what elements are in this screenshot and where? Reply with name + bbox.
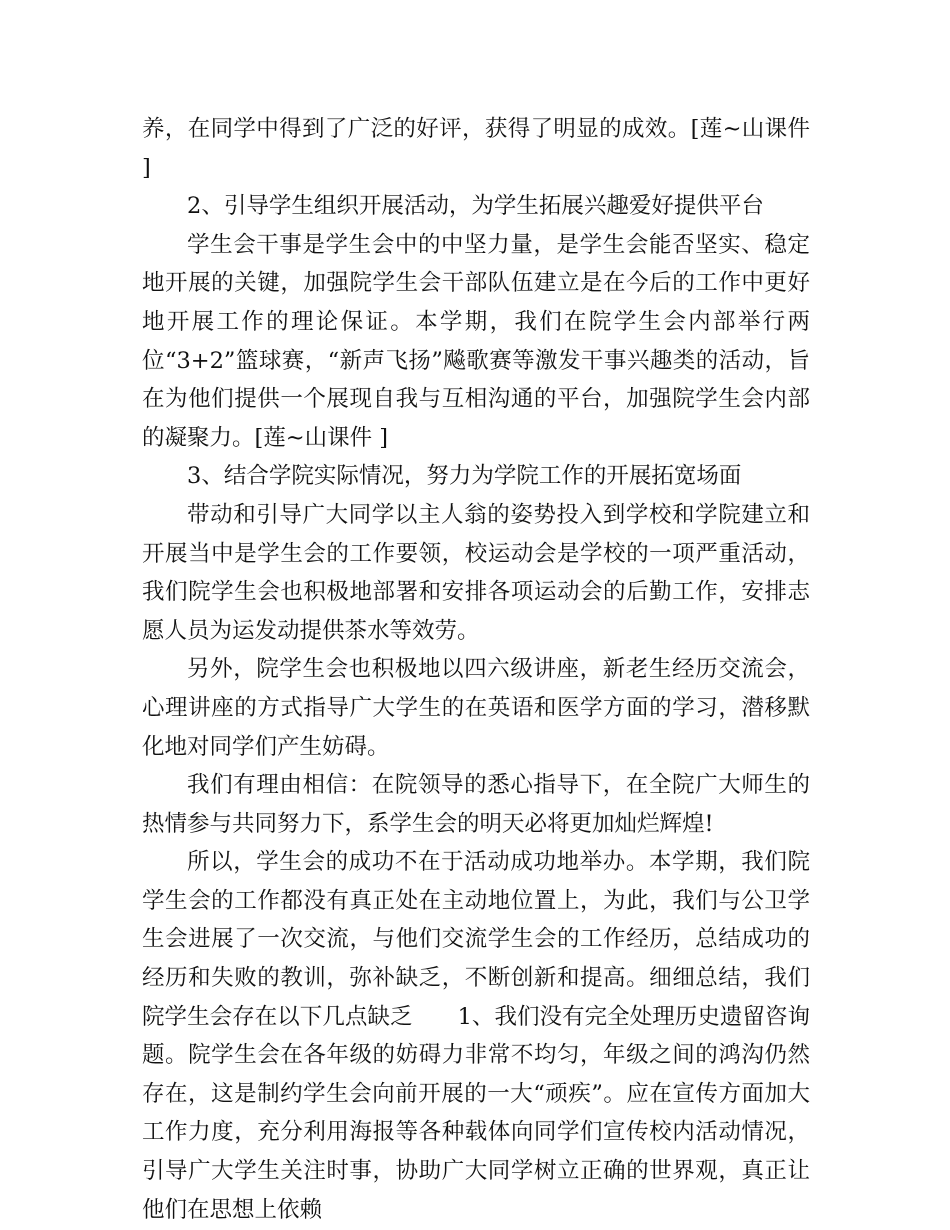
paragraph-lectures: 另外，院学生会也积极地以四六级讲座，新老生经历交流会，心理讲座的方式指导广大学生的在英语和医学方面的学习，潜移默化地对同学们产生妨碍。 (142, 656, 810, 760)
paragraph-student-officers: 学生会干事是学生会中的中坚力量，是学生会能否坚实、稳定地开展的关键，加强院学生会干部队伍建立是在今后的工作中更好地开展工作的理论保证。本学期，我们在院学生会内部举行两位“3+2”篮球赛，“新声飞扬”飚歌赛等激发干事兴趣类的活动，旨在为他们提供一个展现自我与互相沟通的平台，加强院学生会内部的凝聚力。[莲~山课件 ] (142, 231, 810, 451)
paragraph-outlook: 我们有理由相信：在院领导的悉心指导下，在全院广大师生的热情参与共同努力下，系学生会的明天必将更加灿烂辉煌! (142, 772, 810, 837)
paragraph-shortcomings: 所以，学生会的成功不在于活动成功地举办。本学期，我们院学生会的工作都没有真正处在主动地位置上，为此，我们与公卫学生会进展了一次交流，与他们交流学生会的工作经历，总结成功的经历和失败的教训，弥补缺乏，不断创新和提高。细细总结，我们院学生会存在以下几点缺乏 1、我们没有完全处理历史遗留咨询题。院学生会在各年级的妨碍力非常不均匀，年级之间的鸿沟仍然存在，这是制约学生会向前开展的一大“顽疾”。应在宣传方面加大工作力度，充分利用海报等各种载体向同学们宣传校内活动情况，引导广大学生关注时事，协助广大同学树立正确的世界观，真正让他们在思想上依赖 (142, 849, 810, 1223)
paragraph-continuation: 养，在同学中得到了广泛的好评，获得了明显的成效。[莲~山课件 ] (142, 116, 810, 181)
section-heading-2: 2、引导学生组织开展活动，为学生拓展兴趣爱好提供平台 (187, 193, 764, 220)
paragraph-sports-meet: 带动和引导广大同学以主人翁的姿势投入到学校和学院建立和开展当中是学生会的工作要领，校运动会是学校的一项严重活动，我们院学生会也积极地部署和安排各项运动会的后勤工作，安排志愿人员为运发动提供茶水等效劳。 (142, 501, 810, 644)
section-heading-3: 3、结合学院实际情况，努力为学院工作的开展拓宽场面 (187, 463, 742, 490)
document-body (142, 110, 810, 1229)
